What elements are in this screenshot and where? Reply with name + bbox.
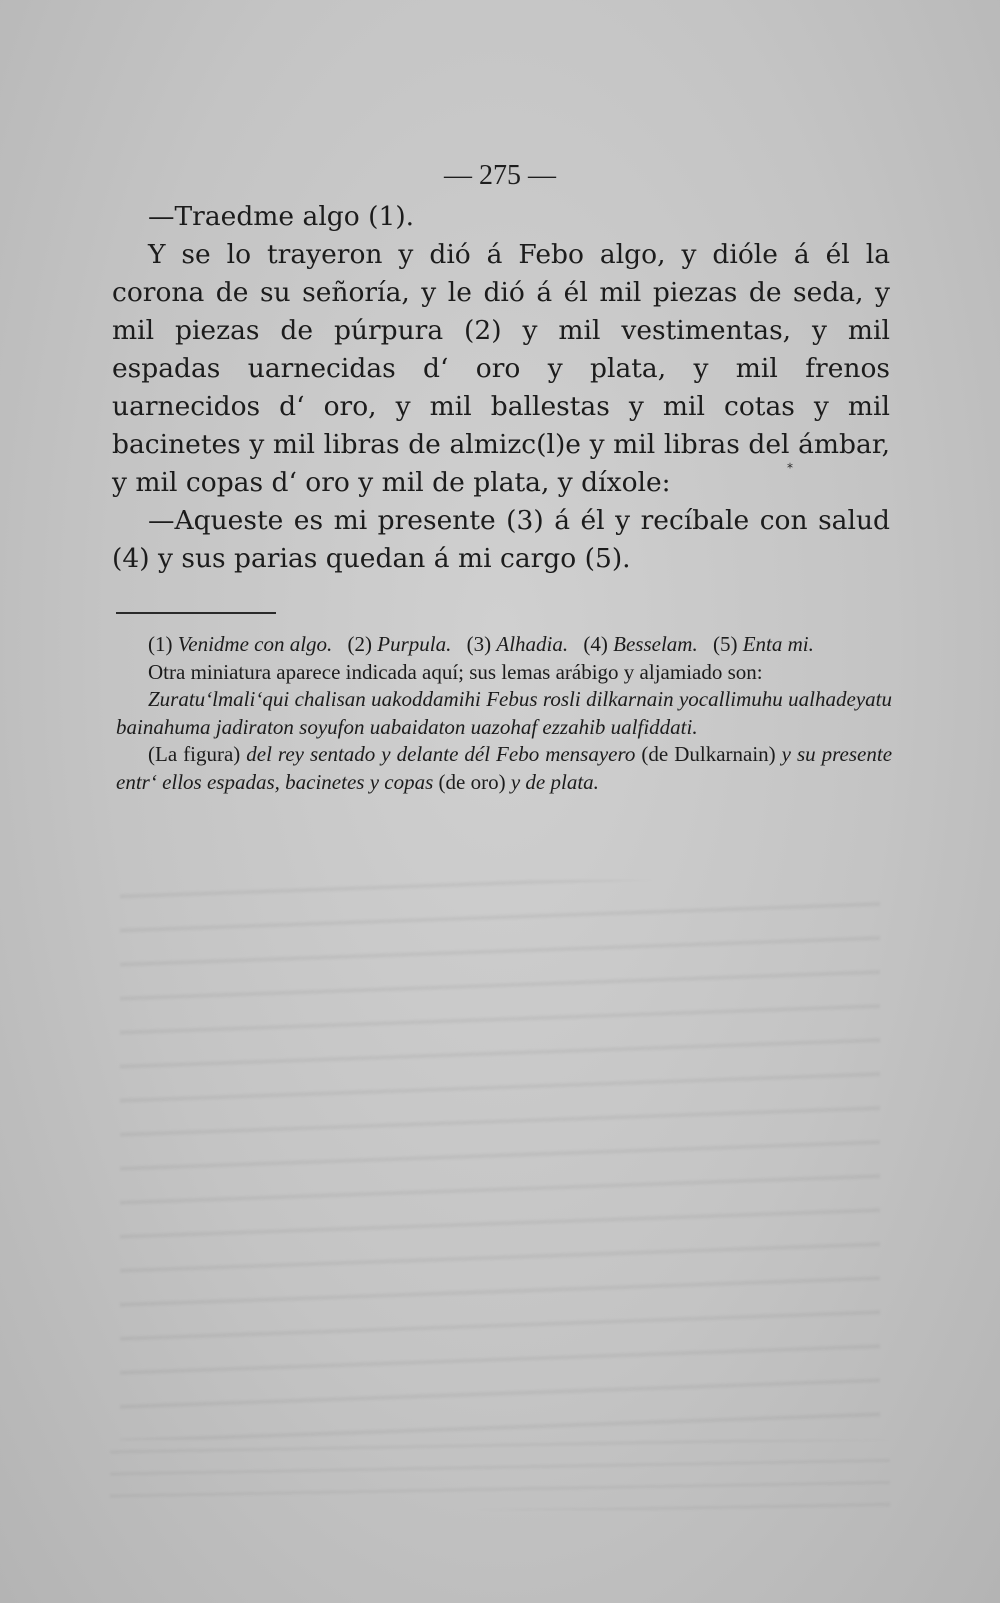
footnote-references xyxy=(116,631,892,659)
bleed-through-texture-lower xyxy=(110,1440,890,1510)
bleed-through-texture xyxy=(120,880,880,1440)
stray-ink-mark: ⁎ xyxy=(787,457,793,471)
miniatura-note: Otra miniatura aparece indicada aquí; sus lemas arábigo y aljamiado son: xyxy=(148,659,763,684)
page-number: — 275 — xyxy=(444,160,556,191)
footnote-4: (4) Besselam. xyxy=(583,632,698,656)
main-text xyxy=(112,198,890,578)
footnote-3: (3) Alhadia. xyxy=(466,632,569,656)
paragraph-2: Y se lo trayeron y dió á Febo algo, y dióle á él la corona de su señoría, y le dió á él mil piezas de seda, y mil piezas de púrpura (2) y mil vestimentas, y mil espadas uarnecidas dʻ oro y plata, y mil frenos uarnecidos dʻ oro, y mil ballestas y mil cotas y mil bacinetes y mil libras de almizc(l)e y mil libras del ámbar, y mil copas dʻ oro y mil de plata, y díxole: xyxy=(112,239,890,498)
footnote-1: (1) Venidme con algo. xyxy=(148,632,333,656)
footnote-5: (5) Enta mi. xyxy=(712,632,814,656)
figure-description: (La figura) del rey sentado y delante dél Febo mensayero (de Dulkarnain) y su presente entrʻ ellos espadas, bacinetes y copas (de oro) y de plata. xyxy=(116,742,893,794)
footnote-separator xyxy=(116,612,276,614)
footnote-2: (2) Purpula. xyxy=(347,632,452,656)
paragraph-3: —Aqueste es mi presente (3) á él y recíbale con salud (4) y sus parias quedan á mi cargo (5). xyxy=(112,505,890,574)
arabic-transliteration: Zuratuʻlmaliʻqui chalisan uakoddamihi Febus rosli dilkarnain yocallimuhu ualhadeyatu bainahuma jadiraton soyufon uabaidaton uazohaf ezzahib ualfiddati. xyxy=(116,687,892,739)
paragraph-1: —Traedme algo (1). xyxy=(148,201,415,232)
footnotes xyxy=(116,631,892,796)
